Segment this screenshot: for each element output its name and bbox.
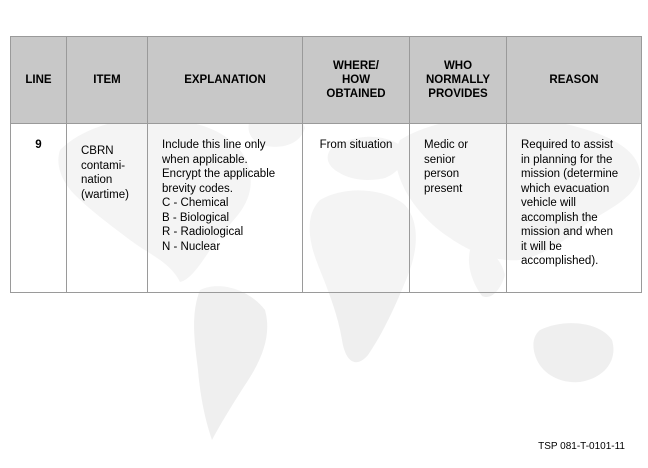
header-reason: REASON xyxy=(507,37,642,124)
reason-text: Required to assist xyxy=(521,139,614,151)
reason-text: accomplished). xyxy=(521,255,599,267)
explanation-cell xyxy=(148,124,303,293)
explanation-text: R - Radiological xyxy=(162,226,244,238)
item-text: nation xyxy=(81,174,113,186)
explanation-text: B - Biological xyxy=(162,211,230,224)
explanation-text: when applicable. xyxy=(162,153,248,166)
who-text: present xyxy=(424,182,463,195)
table-row xyxy=(11,124,642,293)
reason-text: it will be xyxy=(521,240,562,253)
header-explanation: EXPLANATION xyxy=(148,37,303,124)
item-text: (wartime) xyxy=(81,188,129,201)
who-text: senior xyxy=(424,153,456,166)
explanation-text: N - Nuclear xyxy=(162,240,221,253)
header-row xyxy=(11,37,642,124)
explanation-text: Encrypt the applicable xyxy=(162,168,276,180)
explanation-text: brevity codes. xyxy=(162,182,233,195)
who-provides-cell xyxy=(410,124,507,293)
reason-text: vehicle will xyxy=(521,197,576,209)
who-text: person xyxy=(424,168,460,180)
reason-text: accomplish the xyxy=(521,211,598,224)
header-item: ITEM xyxy=(67,37,148,124)
item-cell xyxy=(67,124,148,293)
line-number: 9 xyxy=(11,124,67,293)
reason-text: which evacuation xyxy=(521,182,610,195)
item-text: contami- xyxy=(81,159,126,172)
header-where-how-obtained: WHERE/ HOW OBTAINED xyxy=(303,37,410,124)
medevac-line-table xyxy=(10,36,642,293)
where-obtained-cell: From situation xyxy=(303,124,410,293)
explanation-text: Include this line only xyxy=(162,139,266,151)
reason-cell xyxy=(507,124,642,293)
header-who-normally-provides: WHO NORMALLY PROVIDES xyxy=(410,37,507,124)
explanation-text: C - Chemical xyxy=(162,197,229,209)
header-line: LINE xyxy=(11,37,67,124)
reason-text: mission and when xyxy=(521,226,614,238)
document-code: TSP 081-T-0101-11 xyxy=(538,441,625,452)
item-text: CBRN xyxy=(81,145,114,157)
reason-text: in planning for the xyxy=(521,153,613,166)
reason-text: mission (determine xyxy=(521,168,619,180)
who-text: Medic or xyxy=(424,139,469,151)
